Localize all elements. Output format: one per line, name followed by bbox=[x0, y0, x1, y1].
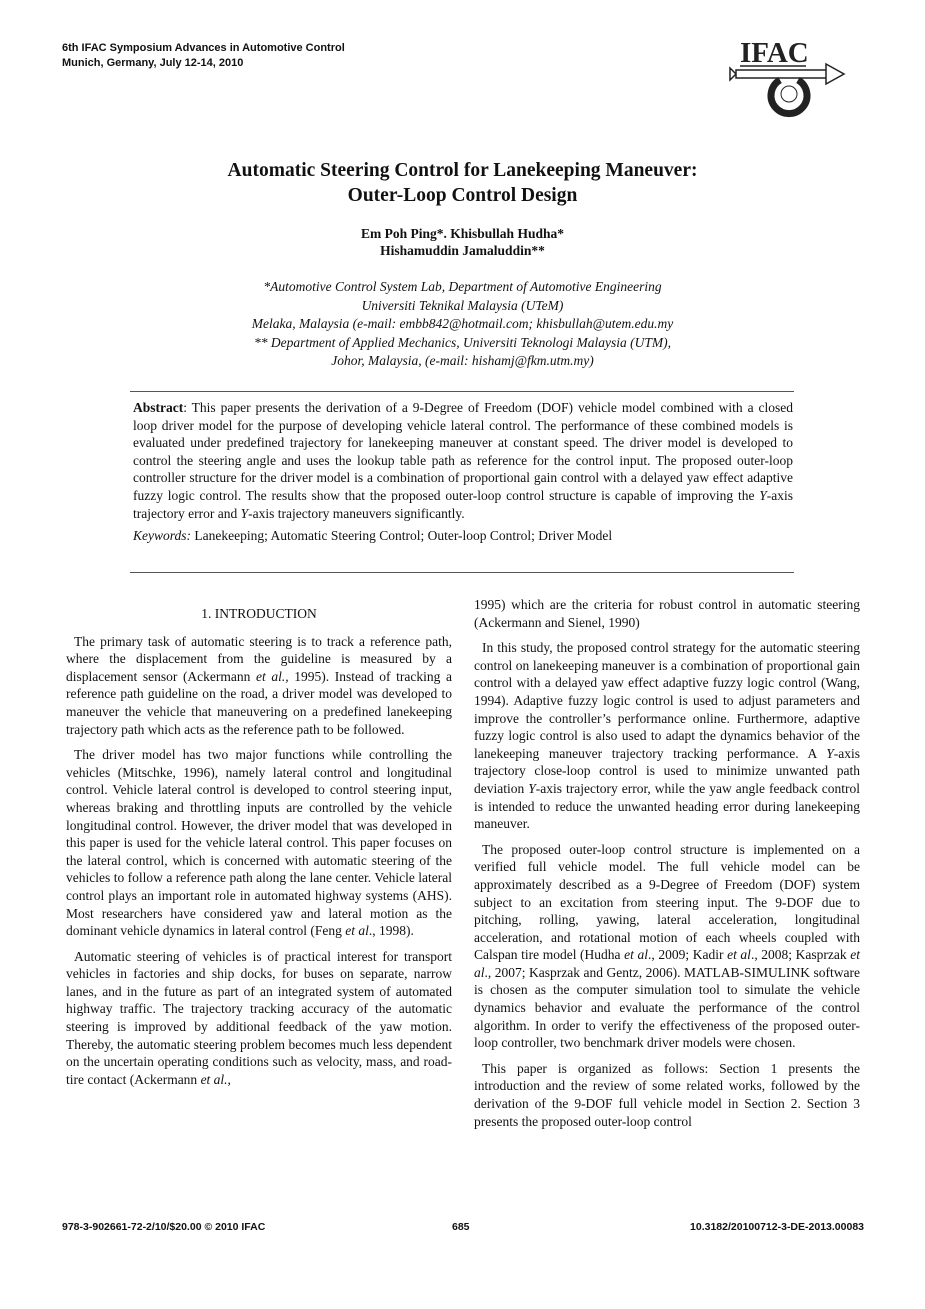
abstract-bottom-rule bbox=[130, 572, 794, 573]
affiliation-line: Johor, Malaysia, (e-mail: hishamj@fkm.utm.my) bbox=[331, 353, 594, 368]
abstract-text: Abstract: This paper presents the derivation of a 9-Degree of Freedom (DOF) vehicle model combined with a closed loop driver model for the purpose of developing vehicle lateral control. The performance of these combined models is evaluated under predefined trajectory for lanekeeping maneuver at constant speed. The driver model is developed to control the steering angle and uses the lookup table path as reference for the control input. The proposed outer-loop controller structure for the driver model is a combination of proportional gain control with a delayed yaw effect adaptive fuzzy logic control. The results show that the proposed outer-loop control structure is capable of improving the Y-axis trajectory error and Y-axis trajectory maneuvers significantly. bbox=[133, 400, 793, 521]
footer-doi: 10.3182/20100712-3-DE-2013.00083 bbox=[690, 1221, 864, 1233]
footer-page-number: 685 bbox=[452, 1221, 470, 1233]
conference-header bbox=[62, 41, 345, 71]
body-paragraph: The proposed outer-loop control structure is implemented on a verified full vehicle model. The full vehicle model can be approximately described as a 9-Degree of Freedom (DOF) system subject to an excitation from steering input. The 9-DOF due to pitching, rolling, yawing, lateral acceleration, longitudinal acceleration, and rotational motion of each wheels coupled with Calspan tire model (Hudha et al., 2009; Kadir et al., 2008; Kasprzak et al., 2007; Kasprzak and Gentz, 2006). MATLAB-SIMULINK software is chosen as the computer simulation tool to simulate the vehicle dynamics behavior and evaluate the performance of the control algorithm. In order to verify the effectiveness of the proposed outer-loop controller, two benchmark driver models were chosen. bbox=[474, 841, 860, 1051]
authors-line-2: Hishamuddin Jamaluddin** bbox=[380, 243, 545, 258]
affiliations bbox=[100, 278, 825, 371]
keywords-label: Keywords: bbox=[133, 528, 191, 544]
authors-line-1: Em Poh Ping*. Khisbullah Hudha* bbox=[361, 226, 564, 241]
abstract-top-rule bbox=[130, 391, 794, 392]
title-line-2: Outer-Loop Control Design bbox=[347, 185, 578, 206]
title-line-1: Automatic Steering Control for Lanekeeping Maneuver: bbox=[227, 160, 698, 181]
abstract-label: Abstract bbox=[133, 400, 184, 415]
affiliation-line: Melaka, Malaysia (e-mail: embb842@hotmail.com; khisbullah@utem.edu.my bbox=[251, 316, 674, 331]
body-paragraph: The driver model has two major functions while controlling the vehicles (Mitschke, 1996), namely lateral control and longitudinal control. Vehicle lateral control is developed to control steering input, whereas braking and throttling inputs are controlled by the vehicle longitudinal control. However, the driver model that was developed in this paper is used for the vehicle lateral control. This paper focuses on the lateral control, which is concerned with automatic steering of the vehicles to follow a reference path along the lane center. Vehicle lateral control plays an important role in automated highway systems (AHS). Most researchers have considered yaw and lateral motion as the dominant vehicle dynamics in lateral control (Feng et al., 1998). bbox=[66, 747, 452, 939]
conference-location: Munich, Germany, July 12-14, 2010 bbox=[62, 57, 244, 69]
authors bbox=[100, 225, 825, 259]
body-paragraph: Automatic steering of vehicles is of practical interest for transport vehicles in factories and ship docks, for buses on separate, narrow lanes, and in the future as part of an integrated system of automated highway traffic. The trajectory tracking accuracy of the automatic steering is improved by additional feedback of the yaw motion. Thereby, the automatic steering problem becomes much less dependent on the uncertain operating conditions such as velocity, mass, and road-tire contact (Ackermann et al., bbox=[66, 948, 452, 1087]
keywords: Keywords: Lanekeeping; Automatic Steering Control; Outer-loop Control; Driver Model bbox=[133, 528, 613, 544]
body-paragraph: 1995) which are the criteria for robust control in automatic steering (Ackermann and Sienel, 1990) bbox=[474, 597, 860, 630]
section-heading-introduction: 1. INTRODUCTION bbox=[201, 606, 317, 621]
body-paragraph: This paper is organized as follows: Section 1 presents the introduction and the review of some related works, followed by the derivation of the 9-DOF full vehicle model in Section 2. Section 3 presents the proposed outer-loop control bbox=[474, 1060, 860, 1129]
ifac-logo bbox=[722, 36, 852, 118]
affiliation-line: Universiti Teknikal Malaysia (UTeM) bbox=[361, 297, 564, 313]
footer-isbn: 978-3-902661-72-2/10/$20.00 © 2010 IFAC bbox=[62, 1221, 266, 1233]
left-column bbox=[66, 596, 452, 1096]
affiliation-line: *Automotive Control System Lab, Department of Automotive Engineering bbox=[263, 279, 662, 294]
ifac-logo-text: IFAC bbox=[740, 37, 809, 69]
paper-title bbox=[100, 158, 825, 208]
body-paragraph: The primary task of automatic steering is to track a reference path, where the displacement from the guideline is measured by a displacement sensor (Ackermann et al., 1995). Instead of tracking a reference path guideline on the road, a driver model was developed to maneuver the vehicle that maneuvering on a predefined lanekeeping trajectory path which acts as the reference path to be followed. bbox=[66, 633, 452, 737]
abstract-block bbox=[133, 399, 793, 545]
right-column bbox=[474, 596, 860, 1138]
body-paragraph: In this study, the proposed control strategy for the automatic steering control on lanekeeping maneuver is a combination of proportional gain control with a delayed yaw effect adaptive fuzzy logic control (Wang, 1994). Adaptive fuzzy logic control is used to adjust parameters and improve the controller’s performance online. Furthermore, adaptive fuzzy logic control is also used to adapt the dynamics behavior of the lanekeeping maneuver trajectory tracking performance. A Y-axis trajectory close-loop control is used to minimize unwanted path deviation Y-axis trajectory error, while the yaw angle feedback control is intended to reduce the unwanted heading error during lanekeeping maneuver. bbox=[474, 640, 860, 832]
conference-name: 6th IFAC Symposium Advances in Automotive Control bbox=[62, 42, 345, 54]
affiliation-line: ** Department of Applied Mechanics, Universiti Teknologi Malaysia (UTM), bbox=[254, 334, 671, 350]
